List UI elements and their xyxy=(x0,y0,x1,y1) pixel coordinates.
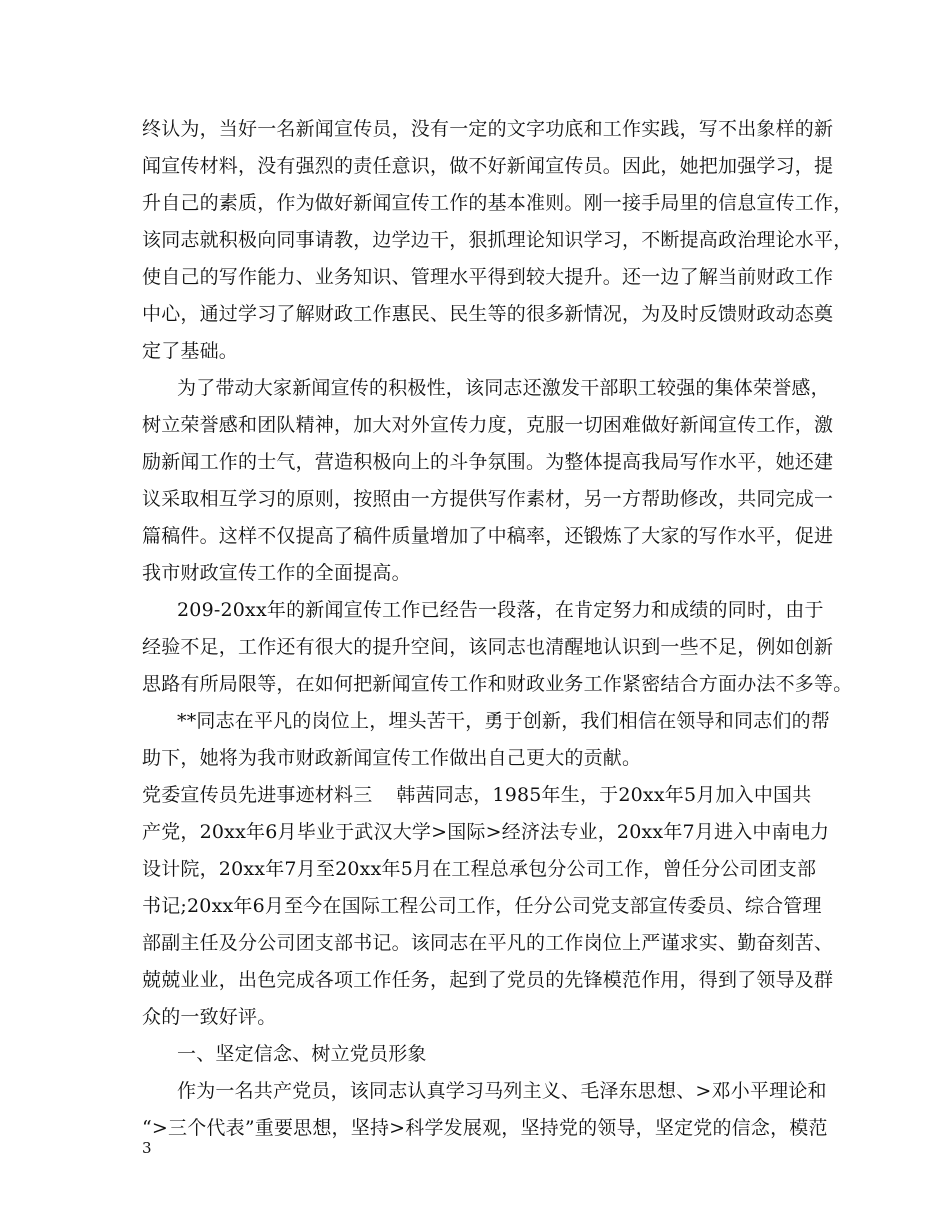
text-line: 升自己的素质，作为做好新闻宣传工作的基本准则。刚一接手局里的信息宣传工作， xyxy=(142,192,853,214)
text-line: 篇稿件。这样不仅提高了稿件质量增加了中稿率，还锻炼了大家的写作水平，促进 xyxy=(142,525,834,547)
text-line: 产党，20xx年6月毕业于武汉大学>国际>经济法专业，20xx年7月进入中南电力 xyxy=(142,821,830,843)
text-line: 我市财政宣传工作的全面提高。 xyxy=(142,562,411,584)
text-line: “>三个代表”重要思想，坚持>科学发展观，坚持党的领导，坚定党的信念，模范 xyxy=(142,1117,828,1139)
text-line: 闻宣传材料，没有强烈的责任意识，做不好新闻宣传员。因此，她把加强学习，提 xyxy=(142,155,834,177)
text-line: 作为一名共产党员，该同志认真学习马列主义、毛泽东思想、>邓小平理论和 xyxy=(177,1080,827,1102)
text-line: 部副主任及分公司团支部书记。该同志在平凡的工作岗位上严谨求实、勤奋刻苦、 xyxy=(142,932,834,954)
text-line: 为了带动大家新闻宣传的积极性，该同志还激发干部职工较强的集体荣誉感， xyxy=(177,377,830,399)
text-line: 兢兢业业，出色完成各项工作任务，起到了党员的先锋模范作用，得到了领导及群 xyxy=(142,969,834,991)
text-line: 终认为，当好一名新闻宣传员，没有一定的文字功底和工作实践，写不出象样的新 xyxy=(142,118,834,140)
text-line: **同志在平凡的岗位上，埋头苦干，勇于创新，我们相信在领导和同志们的帮 xyxy=(177,710,831,732)
text-line: 树立荣誉感和团队精神，加大对外宣传力度，克服一切困难做好新闻宣传工作，激 xyxy=(142,414,834,436)
text-line: 议采取相互学习的原则，按照由一方提供写作素材，另一方帮助修改，共同完成一 xyxy=(142,488,834,510)
text-line: 经验不足，工作还有很大的提升空间，该同志也清醒地认识到一些不足，例如创新 xyxy=(142,636,834,658)
text-line: 助下，她将为我市财政新闻宣传工作做出自己更大的贡献。 xyxy=(142,747,642,769)
section-title: 党委宣传员先进事迹材料三 xyxy=(142,784,373,806)
text-line: 励新闻工作的士气，营造积极向上的斗争氛围。为整体提高我局写作水平，她还建 xyxy=(142,451,834,473)
subheading-line: 一、坚定信念、树立党员形象 xyxy=(177,1043,427,1065)
text-line: 书记;20xx年6月至今在国际工程公司工作，任分公司党支部宣传委员、综合管理 xyxy=(142,895,822,917)
text-line-inline: 韩茜同志，1985年生，于20xx年5月加入中国共 xyxy=(396,784,812,806)
text-line: 使自己的写作能力、业务知识、管理水平得到较大提升。还一边了解当前财政工作 xyxy=(142,266,834,288)
text-line: 设计院，20xx年7月至20xx年5月在工程总承包分公司工作，曾任分公司团支部 xyxy=(142,858,817,880)
section-title-line xyxy=(142,783,811,807)
text-line: 该同志就积极向同事请教，边学边干，狠抓理论知识学习，不断提高政治理论水平， xyxy=(142,229,853,251)
text-line: 众的一致好评。 xyxy=(142,1006,277,1028)
text-line: 中心，通过学习了解财政工作惠民、民生等的很多新情况，为及时反馈财政动态奠 xyxy=(142,303,834,325)
page-number: 3 xyxy=(142,1139,152,1157)
text-line: 209-20xx年的新闻宣传工作已经告一段落，在肯定努力和成绩的同时，由于 xyxy=(177,599,824,621)
text-line: 定了基础。 xyxy=(142,340,239,362)
text-line: 思路有所局限等，在如何把新闻宣传工作和财政业务工作紧密结合方面办法不多等。 xyxy=(142,673,853,695)
